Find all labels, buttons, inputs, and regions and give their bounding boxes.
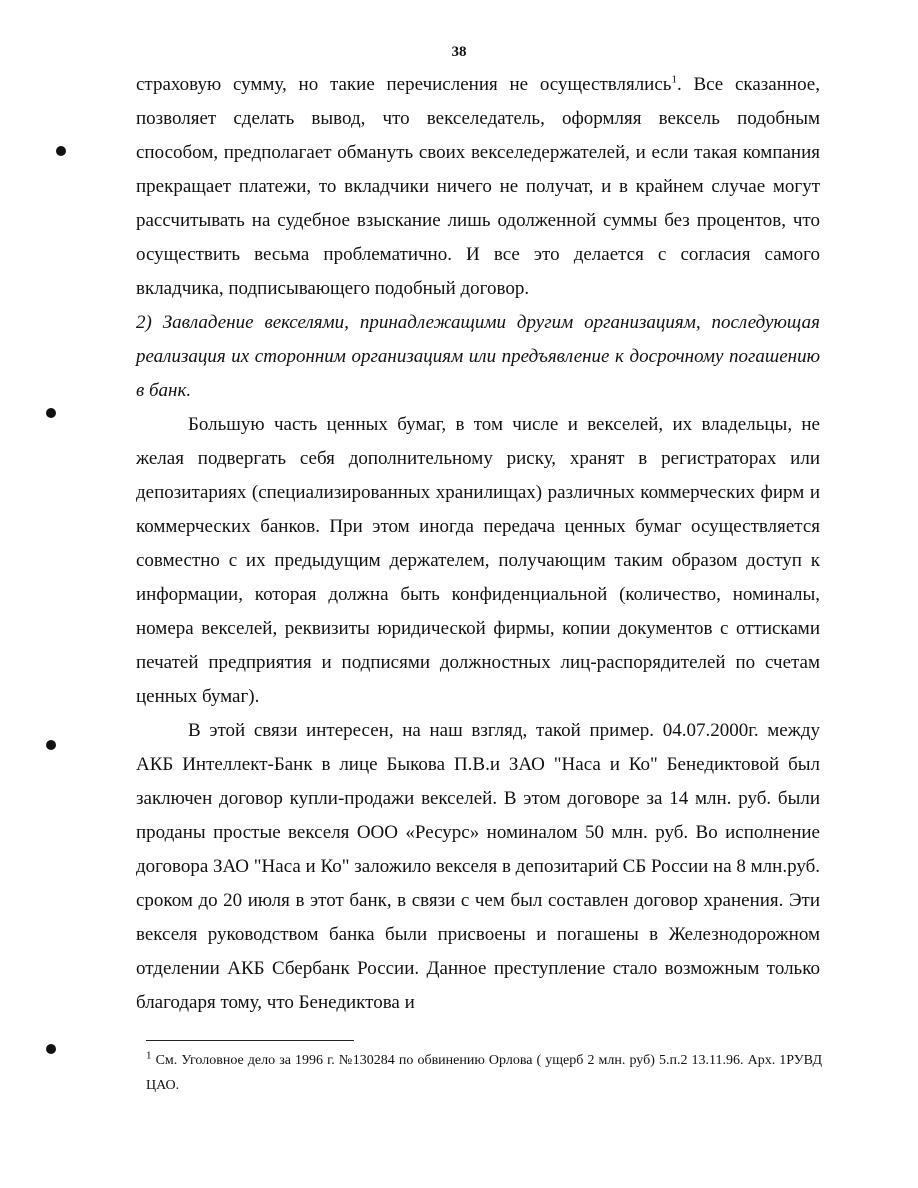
paragraph-1 [136, 68, 820, 306]
footnote-text: См. Уголовное дело за 1996 г. №130284 по обвинению Орлова ( ущерб 2 млн. руб) 5.п.2 13.11.96. Арх. 1РУВД ЦАО. [146, 1053, 822, 1093]
paragraph-2: Большую часть ценных бумаг, в том числе и векселей, их владельцы, не желая подвергать себя дополнительному риску, хранят в регистраторах или депозитариях (специализированных хранилищах) различных коммерческих фирм и коммерческих банков. При этом иногда передача ценных бумаг осуществляется совместно с их предыдущим держателем, получающим таким образом доступ к информации, которая должна быть конфиденциальной (количество, номиналы, номера векселей, реквизиты юридической фирмы, копии документов с оттисками печатей предприятия и подписями должностных лиц-распорядителей по счетам ценных бумаг). [136, 414, 820, 707]
punch-hole-mark [56, 146, 66, 156]
footnote-divider [146, 1040, 354, 1041]
footnote-reference[interactable]: 1 [671, 73, 677, 86]
punch-hole-mark [46, 1044, 56, 1054]
section-heading: 2) Завладение векселями, принадлежащими другим организациям, последующая реализация их сторонним организациям или предъявление к досрочному погашению в банк. [136, 312, 820, 401]
paragraph-3: В этой связи интересен, на наш взгляд, такой пример. 04.07.2000г. между АКБ Интеллект-Банк в лице Быкова П.В.и ЗАО "Наса и Ко" Бенедиктовой был заключен договор купли-продажи векселей. В этом договоре за 14 млн. руб. были проданы простые векселя ООО «Ресурс» номиналом 50 млн. руб. Во исполнение договора ЗАО "Наса и Ко" заложило векселя в депозитарий СБ России на 8 млн.руб. сроком до 20 июля в этот банк, в связи с чем был составлен договор хранения. Эти векселя руководством банка были присвоены и погашены в Железнодорожном отделении АКБ Сбербанк России. Данное преступление стало возможным только благодаря тому, что Бенедиктова и [136, 720, 820, 1013]
punch-hole-mark [46, 740, 56, 750]
punch-hole-mark [46, 408, 56, 418]
page-number: 38 [451, 44, 467, 60]
footnote-marker: 1 [146, 1049, 152, 1062]
document-body [136, 68, 820, 1020]
footnote [146, 1048, 822, 1098]
paragraph-1-tail: . Все сказанное, позволяет сделать вывод, что векселедатель, оформляя вексель подобным способом, предполагает обмануть своих векселедержателей, и если такая компания прекращает платежи, то вкладчики ничего не получат, и в крайнем случае могут рассчитывать на судебное взыскание лишь одолженной суммы без процентов, что осуществить весьма проблематично. И все это делается с согласия самого вкладчика, подписывающего подобный договор. [136, 74, 820, 299]
paragraph-1-text: страховую сумму, но такие перечисления не осуществлялись [136, 74, 672, 95]
